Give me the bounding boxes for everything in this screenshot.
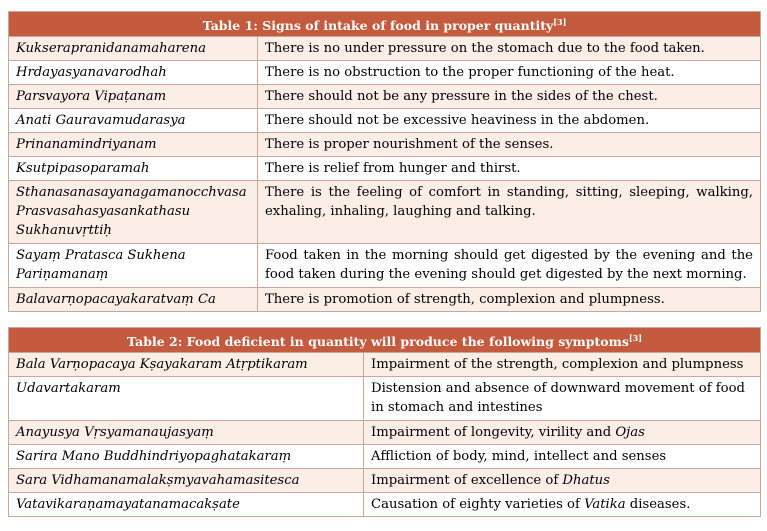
term-description: Affliction of body, mind, intellect and senses — [364, 445, 761, 469]
table-row — [9, 353, 761, 377]
term-description: There should not be any pressure in the sides of the chest. — [258, 85, 761, 109]
table-row — [9, 493, 761, 517]
sanskrit-term: Anayusya Vṛsyamanaujasyaṃ — [9, 421, 364, 445]
table-header-row — [9, 328, 761, 353]
description-text: Impairment of longevity, virility and — [371, 425, 616, 441]
sanskrit-term: Hrdayasyanavarodhah — [9, 61, 258, 85]
table-title — [9, 328, 761, 353]
term-description: There is promotion of strength, complexion and plumpness. — [258, 288, 761, 312]
description-emphasis: Vatika — [584, 497, 626, 513]
term-description: There should not be excessive heaviness in the abdomen. — [258, 109, 761, 133]
sanskrit-term: Sthanasanasayanagamanocchvasa Prasvasahasyasankathasu Sukhanuvṛttiḥ — [9, 181, 258, 244]
sanskrit-term: Parsvayora Vipaṭanam — [9, 85, 258, 109]
sanskrit-term: Sayaṃ Pratasca Sukhena Pariṇamanaṃ — [9, 244, 258, 288]
term-description: There is proper nourishment of the senses. — [258, 133, 761, 157]
description-text: Impairment of excellence of — [371, 473, 563, 489]
sanskrit-term: Vatavikaraṇamayatanamacakṣate — [9, 493, 364, 517]
table-title-text: Table 2: Food deficient in quantity will produce the following symptoms — [127, 334, 629, 350]
table-row — [9, 61, 761, 85]
description-text-end: diseases. — [625, 497, 691, 513]
table-row — [9, 181, 761, 244]
term-description: There is no under pressure on the stomach due to the food taken. — [258, 37, 761, 61]
table-row — [9, 445, 761, 469]
term-description: There is the feeling of comfort in standing, sitting, sleeping, walking, exhaling, inhaling, laughing and talking. — [258, 181, 761, 244]
sanskrit-term: Balavarṇopacayakaratvaṃ Ca — [9, 288, 258, 312]
term-description — [364, 469, 761, 493]
table-row — [9, 244, 761, 288]
sanskrit-term: Bala Varṇopacaya Kṣayakaram Atṛptikaram — [9, 353, 364, 377]
sanskrit-term: Kukserapranidanamaharena — [9, 37, 258, 61]
sanskrit-term: Sara Vidhamanamalakṣmyavahamasitesca — [9, 469, 364, 493]
table-row — [9, 377, 761, 421]
table-row — [9, 421, 761, 445]
sanskrit-term: Sarira Mano Buddhindriyopaghatakaraṃ — [9, 445, 364, 469]
table-title — [9, 12, 761, 37]
term-description: Food taken in the morning should get digested by the evening and the food taken during the evening should get digested by the next morning. — [258, 244, 761, 288]
sanskrit-term: Udavartakaram — [9, 377, 364, 421]
table-row — [9, 288, 761, 312]
table-row — [9, 157, 761, 181]
table-row — [9, 133, 761, 157]
table-row — [9, 109, 761, 133]
table-row — [9, 469, 761, 493]
deficient-quantity-table — [8, 327, 761, 517]
description-emphasis: Dhatus — [562, 473, 610, 489]
term-description: There is relief from hunger and thirst. — [258, 157, 761, 181]
term-description — [364, 493, 761, 517]
table-row — [9, 85, 761, 109]
sanskrit-term: Anati Gauravamudarasya — [9, 109, 258, 133]
signs-proper-quantity-table — [8, 11, 761, 312]
term-description — [364, 421, 761, 445]
table-row — [9, 37, 761, 61]
term-description: Distension and absence of downward movement of food in stomach and intestines — [364, 377, 761, 421]
table-reference: [3] — [628, 333, 642, 343]
description-emphasis: Ojas — [615, 425, 645, 441]
term-description: Impairment of the strength, complexion and plumpness — [364, 353, 761, 377]
table-reference: [3] — [553, 17, 567, 27]
table-title-text: Table 1: Signs of intake of food in proper quantity — [202, 18, 554, 34]
term-description: There is no obstruction to the proper functioning of the heat. — [258, 61, 761, 85]
description-text: Causation of eighty varieties of — [371, 497, 585, 513]
sanskrit-term: Prinanamindriyanam — [9, 133, 258, 157]
table-header-row — [9, 12, 761, 37]
sanskrit-term: Ksutpipasoparamah — [9, 157, 258, 181]
